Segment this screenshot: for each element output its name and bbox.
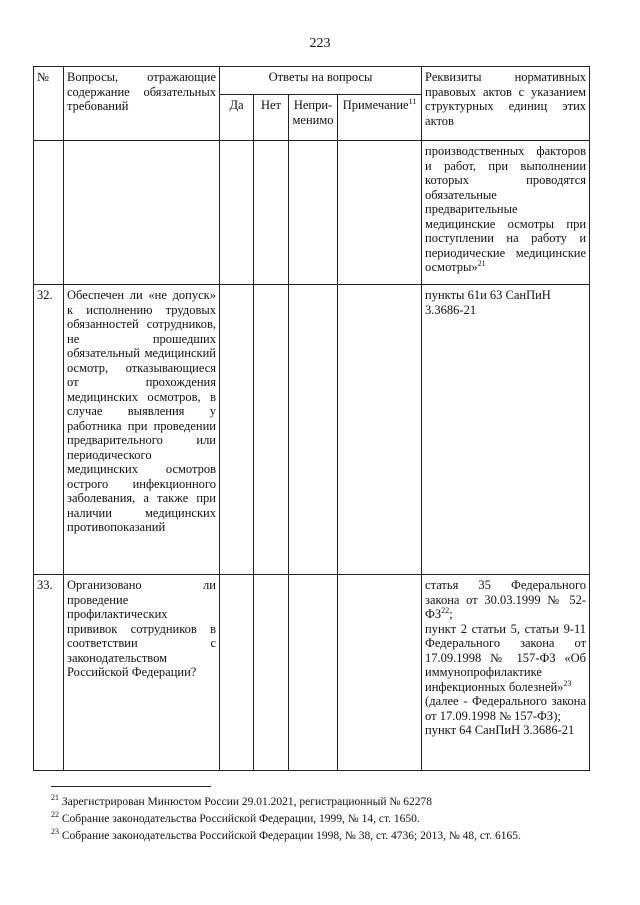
row-requisites [422, 575, 590, 771]
footnote-number: 23 [51, 827, 59, 837]
footnote [51, 811, 591, 828]
requisite-text: статья 35 Федерального закона от 30.03.1999 № 52-ФЗ [425, 578, 587, 621]
row-requisites [422, 141, 590, 285]
footnote [51, 828, 591, 845]
row-number [34, 141, 64, 285]
header-no: Нет [254, 95, 289, 141]
footnote-text: Собрание законодательства Российской Федерации 1998, № 38, ст. 4736; 2013, № 48, ст. 6165. [61, 830, 521, 842]
row-number: 33. [34, 575, 64, 771]
footnote-divider [51, 786, 211, 787]
note-label: Примечание [342, 98, 409, 112]
answer-yes-cell [220, 575, 254, 771]
note-footnote-mark: 11 [408, 96, 417, 106]
answer-yes-cell [220, 285, 254, 575]
footnote-mark: 22 [441, 605, 450, 615]
header-not-applicable: Непри-менимо [289, 95, 338, 141]
answer-no-cell [254, 575, 289, 771]
footnote-text: Собрание законодательства Российской Федерации, 1999, № 14, ст. 1650. [61, 813, 420, 825]
requisite-separator: ; [449, 607, 453, 621]
header-number: № [34, 67, 64, 141]
note-cell [338, 141, 422, 285]
row-question: Обеспечен ли «не допуск» к исполнению трудовых обязанностей сотрудников, не прошедших обязательный медицинский осмотр, отказывающиеся от прохождения медицинских осмотров, в случае выявления у работника при проведении предварительного или периодического медицинских осмотров острого инфекционного заболевания, а также при наличии медицинских противопоказаний [64, 285, 220, 575]
table-row [34, 285, 590, 575]
requisite-item [425, 578, 586, 622]
footnote-number: 21 [51, 793, 59, 803]
row-question [64, 141, 220, 285]
row-question: Организовано ли проведение профилактических прививок сотрудников в соответствии с законодательством Российской Федерации? [64, 575, 220, 771]
requisite-item: (далее - Федерального закона от 17.09.1998 № 157-ФЗ); [425, 694, 587, 723]
header-yes: Да [220, 95, 254, 141]
table-row [34, 141, 590, 285]
header-note [338, 95, 422, 141]
note-cell [338, 285, 422, 575]
footnote-text: Зарегистрирован Минюстом России 29.01.2021, регистрационный № 62278 [61, 796, 432, 808]
requisites-text: производственных факторов и работ, при выполнении которых проводятся обязательные предварительные медицинские осмотры при поступлении на работу и периодические медицинские осмотры» [425, 144, 587, 274]
header-questions: Вопросы, отражающие содержание обязательных требований [64, 67, 220, 141]
header-row [34, 67, 590, 95]
answer-yes-cell [220, 141, 254, 285]
header-answers: Ответы на вопросы [220, 67, 422, 95]
answer-na-cell [289, 141, 338, 285]
row-requisites: пункты 61и 63 СанПиН 3.3686-21 [422, 285, 590, 575]
row-number: 32. [34, 285, 64, 575]
table-row [34, 575, 590, 771]
footnote-number: 22 [51, 810, 59, 820]
header-requisites: Реквизиты нормативных правовых актов с указанием структурных единиц этих актов [422, 67, 590, 141]
checklist-table [33, 66, 590, 771]
answer-no-cell [254, 141, 289, 285]
footnote-mark: 21 [477, 258, 486, 268]
answer-na-cell [289, 285, 338, 575]
footnote [51, 794, 591, 811]
footnote-mark: 23 [563, 678, 572, 688]
answer-na-cell [289, 575, 338, 771]
requisite-text: пункт 2 статьи 5, статьи 9-11 Федерального закона от 17.09.1998 № 157-ФЗ «Об иммунопрофилактике инфекционных болезней» [425, 621, 587, 694]
footnotes [51, 786, 591, 845]
page-number: 223 [309, 36, 331, 51]
requisite-item [425, 622, 586, 695]
note-cell [338, 575, 422, 771]
requisite-item: пункт 64 СанПиН 3.3686-21 [425, 723, 575, 737]
answer-no-cell [254, 285, 289, 575]
